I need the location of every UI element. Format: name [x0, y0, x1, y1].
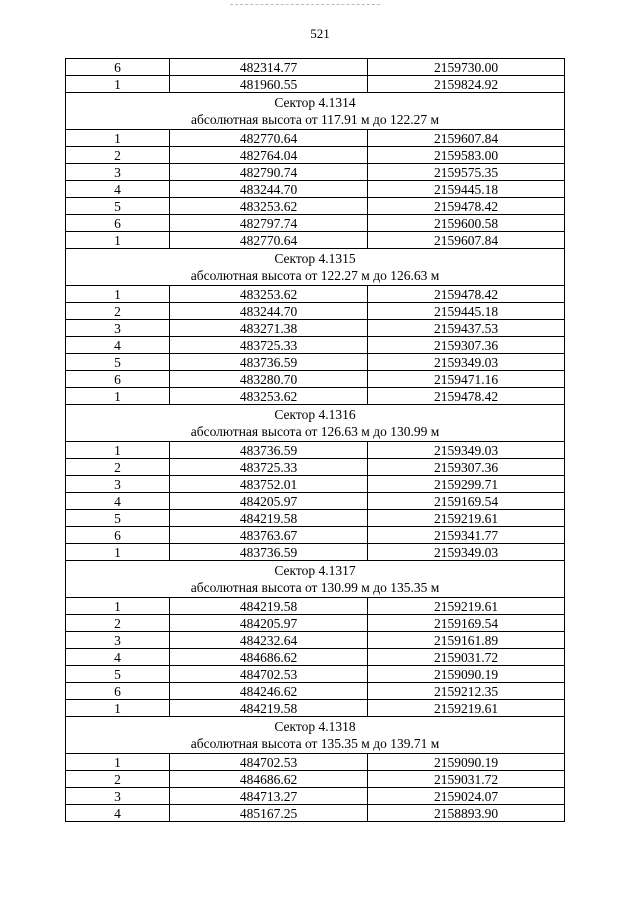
- coord-x: 484205.97: [170, 615, 368, 632]
- point-number: 5: [66, 666, 170, 683]
- point-number: 2: [66, 459, 170, 476]
- coord-y: 2159471.16: [368, 371, 565, 388]
- coordinates-table-body: [66, 59, 565, 822]
- coordinate-row: [66, 666, 565, 683]
- coord-y: 2159169.54: [368, 615, 565, 632]
- coord-x: 483244.70: [170, 181, 368, 198]
- sector-header-row: [66, 93, 565, 130]
- coord-x: 484219.58: [170, 510, 368, 527]
- coordinate-row: [66, 354, 565, 371]
- coordinate-row: [66, 700, 565, 717]
- coord-y: 2158893.90: [368, 805, 565, 822]
- coord-y: 2159445.18: [368, 303, 565, 320]
- coordinate-row: [66, 510, 565, 527]
- coord-x: 483253.62: [170, 286, 368, 303]
- coordinate-row: [66, 286, 565, 303]
- point-number: 6: [66, 59, 170, 76]
- sector-header-cell: [66, 249, 565, 286]
- altitude-range: абсолютная высота от 130.99 м до 135.35 м: [190, 580, 440, 595]
- point-number: 6: [66, 527, 170, 544]
- coord-y: 2159575.35: [368, 164, 565, 181]
- coord-y: 2159478.42: [368, 198, 565, 215]
- point-number: 4: [66, 649, 170, 666]
- point-number: 2: [66, 303, 170, 320]
- point-number: 5: [66, 510, 170, 527]
- point-number: 4: [66, 337, 170, 354]
- coord-x: 484686.62: [170, 649, 368, 666]
- sector-header-cell: [66, 405, 565, 442]
- point-number: 4: [66, 493, 170, 510]
- coordinate-row: [66, 754, 565, 771]
- coord-x: 483280.70: [170, 371, 368, 388]
- coordinate-row: [66, 442, 565, 459]
- sector-title: Сектор 4.1314: [274, 95, 356, 110]
- altitude-range: абсолютная высота от 117.91 м до 122.27 м: [190, 112, 439, 127]
- coordinate-row: [66, 198, 565, 215]
- coordinate-row: [66, 615, 565, 632]
- point-number: 1: [66, 232, 170, 249]
- coord-x: 483253.62: [170, 388, 368, 405]
- coordinate-row: [66, 544, 565, 561]
- coord-y: 2159169.54: [368, 493, 565, 510]
- coordinate-row: [66, 337, 565, 354]
- coord-x: 483736.59: [170, 354, 368, 371]
- coordinate-row: [66, 181, 565, 198]
- point-number: 2: [66, 771, 170, 788]
- point-number: 4: [66, 805, 170, 822]
- coord-y: 2159478.42: [368, 388, 565, 405]
- altitude-range: абсолютная высота от 126.63 м до 130.99 м: [190, 424, 440, 439]
- coordinate-row: [66, 59, 565, 76]
- point-number: 3: [66, 632, 170, 649]
- coord-y: 2159299.71: [368, 476, 565, 493]
- point-number: 5: [66, 198, 170, 215]
- coord-x: 482770.64: [170, 130, 368, 147]
- coord-y: 2159349.03: [368, 544, 565, 561]
- coord-x: 485167.25: [170, 805, 368, 822]
- coordinate-row: [66, 459, 565, 476]
- coordinate-row: [66, 147, 565, 164]
- coord-y: 2159341.77: [368, 527, 565, 544]
- coord-y: 2159219.61: [368, 598, 565, 615]
- coordinate-row: [66, 215, 565, 232]
- point-number: 1: [66, 598, 170, 615]
- point-number: 2: [66, 147, 170, 164]
- coord-x: 483752.01: [170, 476, 368, 493]
- coordinate-row: [66, 130, 565, 147]
- coord-y: 2159730.00: [368, 59, 565, 76]
- coord-x: 483736.59: [170, 442, 368, 459]
- coordinate-row: [66, 632, 565, 649]
- point-number: 5: [66, 354, 170, 371]
- sector-header-cell: [66, 561, 565, 598]
- coord-y: 2159600.58: [368, 215, 565, 232]
- coord-y: 2159031.72: [368, 771, 565, 788]
- coord-x: 482764.04: [170, 147, 368, 164]
- coord-y: 2159349.03: [368, 354, 565, 371]
- point-number: 6: [66, 215, 170, 232]
- point-number: 3: [66, 788, 170, 805]
- point-number: 6: [66, 371, 170, 388]
- coord-y: 2159031.72: [368, 649, 565, 666]
- coord-x: 483253.62: [170, 198, 368, 215]
- coord-y: 2159349.03: [368, 442, 565, 459]
- sector-header-cell: [66, 93, 565, 130]
- coordinate-row: [66, 598, 565, 615]
- coordinate-row: [66, 527, 565, 544]
- coord-y: 2159478.42: [368, 286, 565, 303]
- coord-y: 2159607.84: [368, 232, 565, 249]
- coord-x: 484219.58: [170, 700, 368, 717]
- coordinate-row: [66, 788, 565, 805]
- coord-y: 2159219.61: [368, 700, 565, 717]
- coord-x: 481960.55: [170, 76, 368, 93]
- coord-x: 484713.27: [170, 788, 368, 805]
- coord-x: 483244.70: [170, 303, 368, 320]
- coord-x: 482790.74: [170, 164, 368, 181]
- coordinate-row: [66, 771, 565, 788]
- coord-x: 483725.33: [170, 459, 368, 476]
- sector-header-row: [66, 405, 565, 442]
- coord-x: 484702.53: [170, 754, 368, 771]
- coordinate-row: [66, 649, 565, 666]
- point-number: 1: [66, 754, 170, 771]
- coordinate-row: [66, 164, 565, 181]
- coordinate-row: [66, 493, 565, 510]
- sector-title: Сектор 4.1317: [274, 563, 356, 578]
- point-number: 1: [66, 700, 170, 717]
- coordinate-row: [66, 232, 565, 249]
- coord-x: 483725.33: [170, 337, 368, 354]
- sector-title: Сектор 4.1316: [274, 407, 356, 422]
- coord-y: 2159824.92: [368, 76, 565, 93]
- coord-x: 484232.64: [170, 632, 368, 649]
- coord-y: 2159212.35: [368, 683, 565, 700]
- coord-x: 484219.58: [170, 598, 368, 615]
- coordinate-row: [66, 76, 565, 93]
- altitude-range: абсолютная высота от 122.27 м до 126.63 м: [190, 268, 440, 283]
- coord-x: 484205.97: [170, 493, 368, 510]
- coord-y: 2159583.00: [368, 147, 565, 164]
- coord-y: 2159219.61: [368, 510, 565, 527]
- coordinate-row: [66, 476, 565, 493]
- sector-header-row: [66, 717, 565, 754]
- point-number: 1: [66, 442, 170, 459]
- point-number: 2: [66, 615, 170, 632]
- sector-header-cell: [66, 717, 565, 754]
- coord-y: 2159161.89: [368, 632, 565, 649]
- coord-x: 483271.38: [170, 320, 368, 337]
- coord-x: 484686.62: [170, 771, 368, 788]
- coord-y: 2159090.19: [368, 666, 565, 683]
- point-number: 4: [66, 181, 170, 198]
- coord-y: 2159024.07: [368, 788, 565, 805]
- coordinate-row: [66, 805, 565, 822]
- altitude-range: абсолютная высота от 135.35 м до 139.71 м: [190, 736, 440, 751]
- coordinate-row: [66, 303, 565, 320]
- point-number: 1: [66, 130, 170, 147]
- coord-x: 484702.53: [170, 666, 368, 683]
- sector-header-row: [66, 561, 565, 598]
- coord-x: 482797.74: [170, 215, 368, 232]
- coordinate-row: [66, 388, 565, 405]
- coordinate-row: [66, 683, 565, 700]
- coord-y: 2159307.36: [368, 459, 565, 476]
- point-number: 1: [66, 388, 170, 405]
- coord-y: 2159437.53: [368, 320, 565, 337]
- coordinate-row: [66, 371, 565, 388]
- point-number: 6: [66, 683, 170, 700]
- page-number: 521: [310, 26, 330, 41]
- coord-y: 2159445.18: [368, 181, 565, 198]
- coord-x: 483736.59: [170, 544, 368, 561]
- coord-x: 483763.67: [170, 527, 368, 544]
- coord-y: 2159090.19: [368, 754, 565, 771]
- sector-header-row: [66, 249, 565, 286]
- point-number: 3: [66, 476, 170, 493]
- coord-x: 482770.64: [170, 232, 368, 249]
- point-number: 1: [66, 286, 170, 303]
- coord-x: 484246.62: [170, 683, 368, 700]
- coordinates-table: [65, 58, 565, 822]
- point-number: 1: [66, 544, 170, 561]
- point-number: 3: [66, 164, 170, 181]
- coord-y: 2159307.36: [368, 337, 565, 354]
- sector-title: Сектор 4.1315: [274, 251, 356, 266]
- coord-y: 2159607.84: [368, 130, 565, 147]
- sector-title: Сектор 4.1318: [274, 719, 356, 734]
- coord-x: 482314.77: [170, 59, 368, 76]
- coordinate-row: [66, 320, 565, 337]
- point-number: 1: [66, 76, 170, 93]
- point-number: 3: [66, 320, 170, 337]
- scan-top-rule: [230, 4, 380, 5]
